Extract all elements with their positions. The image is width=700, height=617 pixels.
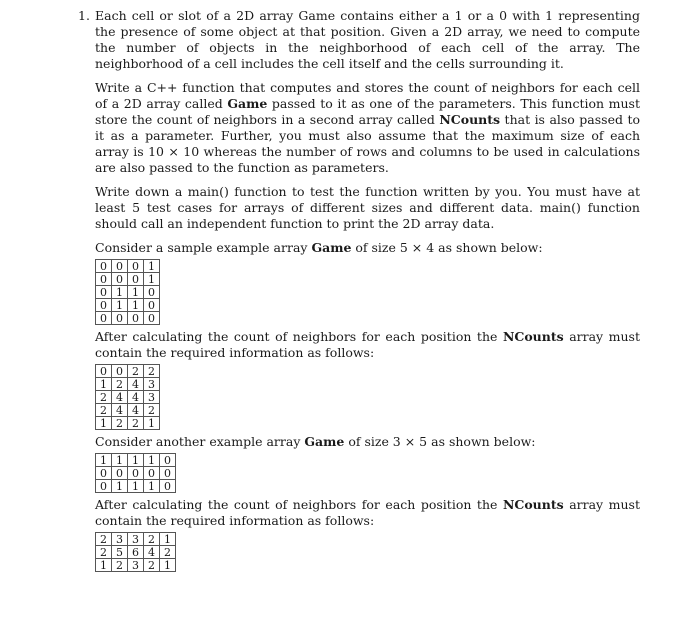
table-cell: 4 [144,546,160,559]
example1-intro [95,240,640,256]
text-run: of size 5 × 4 as shown below: [351,240,543,255]
table-cell: 0 [160,480,176,493]
table-cell: 1 [160,533,176,546]
table-cell: 2 [112,559,128,572]
table-cell: 0 [144,286,160,299]
text-run: After calculating the count of neighbors for each position the [95,497,503,512]
table-cell: 2 [128,417,144,430]
table-cell: 0 [128,260,144,273]
table-cell: 1 [112,286,128,299]
question-number: 1. [78,8,90,23]
table-cell: 3 [128,559,144,572]
table-cell: 5 [112,546,128,559]
table-row [96,546,176,559]
table-row [96,365,160,378]
table-cell: 1 [112,454,128,467]
table-cell: 2 [112,417,128,430]
table-cell: 0 [96,365,112,378]
table-cell: 3 [112,533,128,546]
table-cell: 1 [144,273,160,286]
table-cell: 0 [112,273,128,286]
table-cell: 2 [160,546,176,559]
example2-result-intro [95,497,640,529]
table-cell: 2 [96,391,112,404]
table-row [96,391,160,404]
table-cell: 0 [128,312,144,325]
table-cell: 3 [128,533,144,546]
game-term: Game [304,434,345,449]
table-cell: 1 [96,559,112,572]
table-cell: 3 [144,378,160,391]
game-term: Game [227,96,268,111]
table-cell: 1 [144,480,160,493]
text-run: of size 3 × 5 as shown below: [344,434,536,449]
table-row [96,286,160,299]
table-cell: 1 [128,286,144,299]
example2-game-table [95,453,176,493]
table-row [96,404,160,417]
table-row [96,533,176,546]
main-requirements: Write down a main() function to test the function written by you. You must have at least 5 test cases for arrays of different sizes and different data. main() function should call an independent function to print the 2D array data. [95,184,640,231]
text-run: passed to it as one of the parameters. This function must store the count of neighbors in a second array called [95,96,640,127]
table-cell: 1 [128,299,144,312]
ncounts-term: NCounts [439,112,501,127]
table-cell: 0 [112,312,128,325]
table-cell: 1 [96,378,112,391]
table-cell: 1 [144,260,160,273]
table-cell: 2 [96,404,112,417]
ncounts-term: NCounts [502,497,564,512]
table-row [96,378,160,391]
table-cell: 3 [144,391,160,404]
table-cell: 4 [128,391,144,404]
table-cell: 0 [96,480,112,493]
text-run: array must contain the required information as follows: [95,497,640,528]
problem-description: Each cell or slot of a 2D array Game contains either a 1 or a 0 with 1 representing the presence of some object at that position. Given a 2D array, we need to compute the number of objects in the neighborhood of each cell of the array. The neighborhood of a cell includes the cell itself and the cells surrounding it. [95,8,640,71]
table-cell: 2 [112,378,128,391]
text-run: array must contain the required information as follows: [95,329,640,360]
example2-intro [95,434,640,450]
ncounts-term: NCounts [502,329,564,344]
table-cell: 1 [144,417,160,430]
table-cell: 0 [96,286,112,299]
example1-game-table [95,259,160,325]
table-cell: 1 [96,417,112,430]
table-cell: 0 [112,467,128,480]
table-cell: 0 [96,273,112,286]
table-cell: 4 [128,404,144,417]
table-cell: 1 [112,299,128,312]
table-cell: 0 [144,299,160,312]
example2-ncounts-table [95,532,176,572]
table-row [96,480,176,493]
text-run: Consider another example array [95,434,305,449]
table-row [96,273,160,286]
table-cell: 4 [112,404,128,417]
table-cell: 0 [96,312,112,325]
table-cell: 0 [160,454,176,467]
game-term: Game [311,240,352,255]
function-requirements [95,80,640,176]
table-cell: 1 [128,454,144,467]
table-row [96,454,176,467]
table-cell: 0 [96,260,112,273]
table-cell: 0 [96,299,112,312]
table-cell: 1 [96,454,112,467]
table-cell: 2 [144,404,160,417]
table-row [96,559,176,572]
table-cell: 1 [112,480,128,493]
text-run: After calculating the count of neighbors for each position the [95,329,503,344]
table-row [96,467,176,480]
table-cell: 4 [112,391,128,404]
table-row [96,260,160,273]
table-cell: 2 [144,365,160,378]
text-run: Write a C++ function that computes and stores the count of neighbors for each cell of a 2D array called [95,80,640,111]
table-cell: 0 [144,467,160,480]
text-run: Consider a sample example array [95,240,312,255]
table-cell: 2 [96,533,112,546]
table-row [96,299,160,312]
table-cell: 1 [160,559,176,572]
table-cell: 4 [128,378,144,391]
table-cell: 2 [128,365,144,378]
table-row [96,417,160,430]
table-cell: 0 [128,467,144,480]
table-cell: 2 [96,546,112,559]
table-cell: 0 [128,273,144,286]
example1-result-intro [95,329,640,361]
table-cell: 2 [144,559,160,572]
table-cell: 0 [112,365,128,378]
question-body [95,8,640,576]
table-row [96,312,160,325]
text-run: that is also passed to it as a parameter. Further, you must also assume that the maximum size of each array is 10 × 10 whereas the number of rows and columns to be used in calculations are also passed to the function as parameters. [95,112,641,175]
table-cell: 1 [128,480,144,493]
example1-ncounts-table [95,364,160,430]
table-cell: 1 [144,454,160,467]
table-cell: 0 [160,467,176,480]
table-cell: 6 [128,546,144,559]
table-cell: 0 [96,467,112,480]
table-cell: 2 [144,533,160,546]
table-cell: 0 [144,312,160,325]
table-cell: 0 [112,260,128,273]
